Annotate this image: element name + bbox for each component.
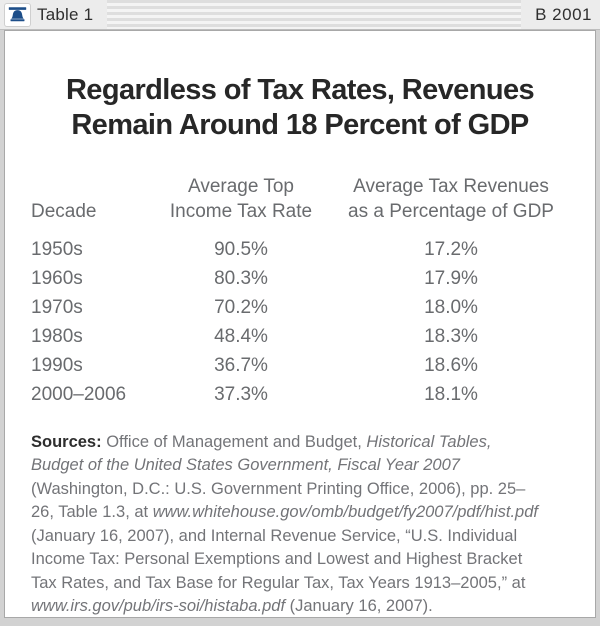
sources-text-2: (Washington, D.C.: U.S. Government Printing Office, 2006), pp. 25–26, Table 1.3, at [31,479,526,522]
whitehouse-url-text: www.whitehouse.gov/omb/budget/fy2007/pdf/hist.pdf [152,503,538,522]
cell-decade: 1970s [31,297,83,319]
cell-revenue-pct: 18.0% [424,297,478,319]
liberty-bell-icon [5,4,30,26]
sources-text-4: (January 16, 2007). [285,596,433,615]
cell-top-rate: 80.3% [214,268,268,290]
cell-decade: 1960s [31,268,83,290]
cell-decade: 1980s [31,326,83,348]
chart-title [31,73,569,144]
irs-url-text: www.irs.gov/pub/irs-soi/histaba.pdf [31,596,286,615]
cell-revenue-pct: 18.6% [424,355,478,377]
chart-title-line2: Remain Around 18 Percent of GDP [71,109,529,142]
column-header-top-tax-rate: Average Top Income Tax Rate [169,175,313,223]
cell-decade: 1950s [31,239,83,261]
data-table [31,174,571,409]
titlebar-code-label: B 2001 [521,0,600,29]
cell-revenue-pct: 18.1% [424,384,478,406]
cell-revenue-pct: 18.3% [424,326,478,348]
cell-top-rate: 37.3% [214,384,268,406]
table-row [31,264,571,293]
table-row [31,380,571,409]
cell-top-rate: 48.4% [214,326,268,348]
sources-text-1: Office of Management and Budget, [101,433,367,452]
cell-top-rate: 36.7% [214,355,268,377]
cell-revenue-pct: 17.2% [424,239,478,261]
sources-text-3: (January 16, 2007), and Internal Revenue Service, “U.S. Individual Income Tax: Personal Exemptions and Lowest and Highest Bracket Tax Rates, and Tax Base for Regular Tax, Tax Years 1913–2005,” at [31,526,526,592]
titlebar-left [0,0,107,29]
titlebar-pinstripe-spacer [107,0,521,29]
content-card [4,30,596,618]
cell-decade: 2000–2006 [31,384,127,406]
chart-title-line1: Regardless of Tax Rates, Revenues [65,74,535,106]
sources-note [31,431,547,618]
titlebar [0,0,600,30]
table-row [31,293,571,322]
cell-top-rate: 90.5% [214,239,268,261]
cell-top-rate: 70.2% [214,297,268,319]
cell-decade: 1990s [31,355,83,377]
sources-publication-title: Historical Tables, Budget of the United States Government, Fiscal Year 2007 [31,433,492,475]
cell-revenue-pct: 17.9% [424,268,478,290]
table-row [31,235,571,264]
table-header-row [31,174,571,225]
column-header-decade: Decade [31,201,97,223]
table-row [31,322,571,351]
sources-label: Sources: [31,433,102,452]
column-header-revenues-gdp: Average Tax Revenues as a Percentage of GDP [348,175,554,223]
table-row [31,351,571,380]
titlebar-table-label: Table 1 [37,4,94,24]
